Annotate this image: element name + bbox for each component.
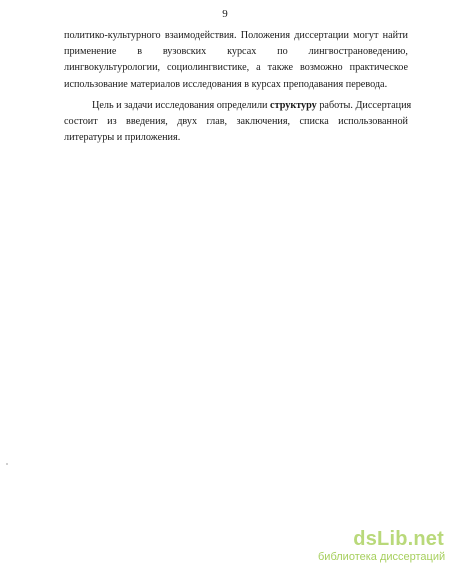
text-run: работы. Диссертация bbox=[316, 100, 412, 111]
text-line: использование материалов исследования в курсах преподавания перевода. bbox=[64, 78, 388, 90]
text-line: лингвокультурологии, социолингвистике, а также возможно практическое bbox=[64, 62, 408, 74]
text-line: состоит из введения, двух глав, заключения, списка использованной bbox=[64, 116, 408, 128]
text-line bbox=[64, 44, 408, 60]
watermark-subtitle: библиотека диссертаций bbox=[318, 551, 446, 563]
text-line: политико-культурного взаимодействия. Положения диссертации могут найти bbox=[64, 30, 408, 41]
text-run: Цель и задачи исследования определили bbox=[92, 100, 271, 111]
watermark-logo: dsLib.net bbox=[353, 528, 444, 550]
paragraph-application bbox=[64, 28, 408, 93]
paragraph-structure bbox=[64, 98, 412, 147]
page-number: 9 bbox=[222, 8, 228, 20]
word: по bbox=[277, 46, 288, 58]
text-line: литературы и приложения. bbox=[64, 132, 181, 144]
word: курсах bbox=[227, 46, 257, 58]
word: применение bbox=[64, 46, 117, 58]
word: в bbox=[137, 46, 143, 58]
word: вузовских bbox=[162, 46, 207, 58]
scan-speck bbox=[6, 463, 8, 465]
bold-term: структуру bbox=[270, 100, 317, 111]
dslib-watermark bbox=[318, 528, 444, 564]
word: лингвострановедению, bbox=[308, 46, 408, 58]
text-line bbox=[64, 98, 412, 114]
